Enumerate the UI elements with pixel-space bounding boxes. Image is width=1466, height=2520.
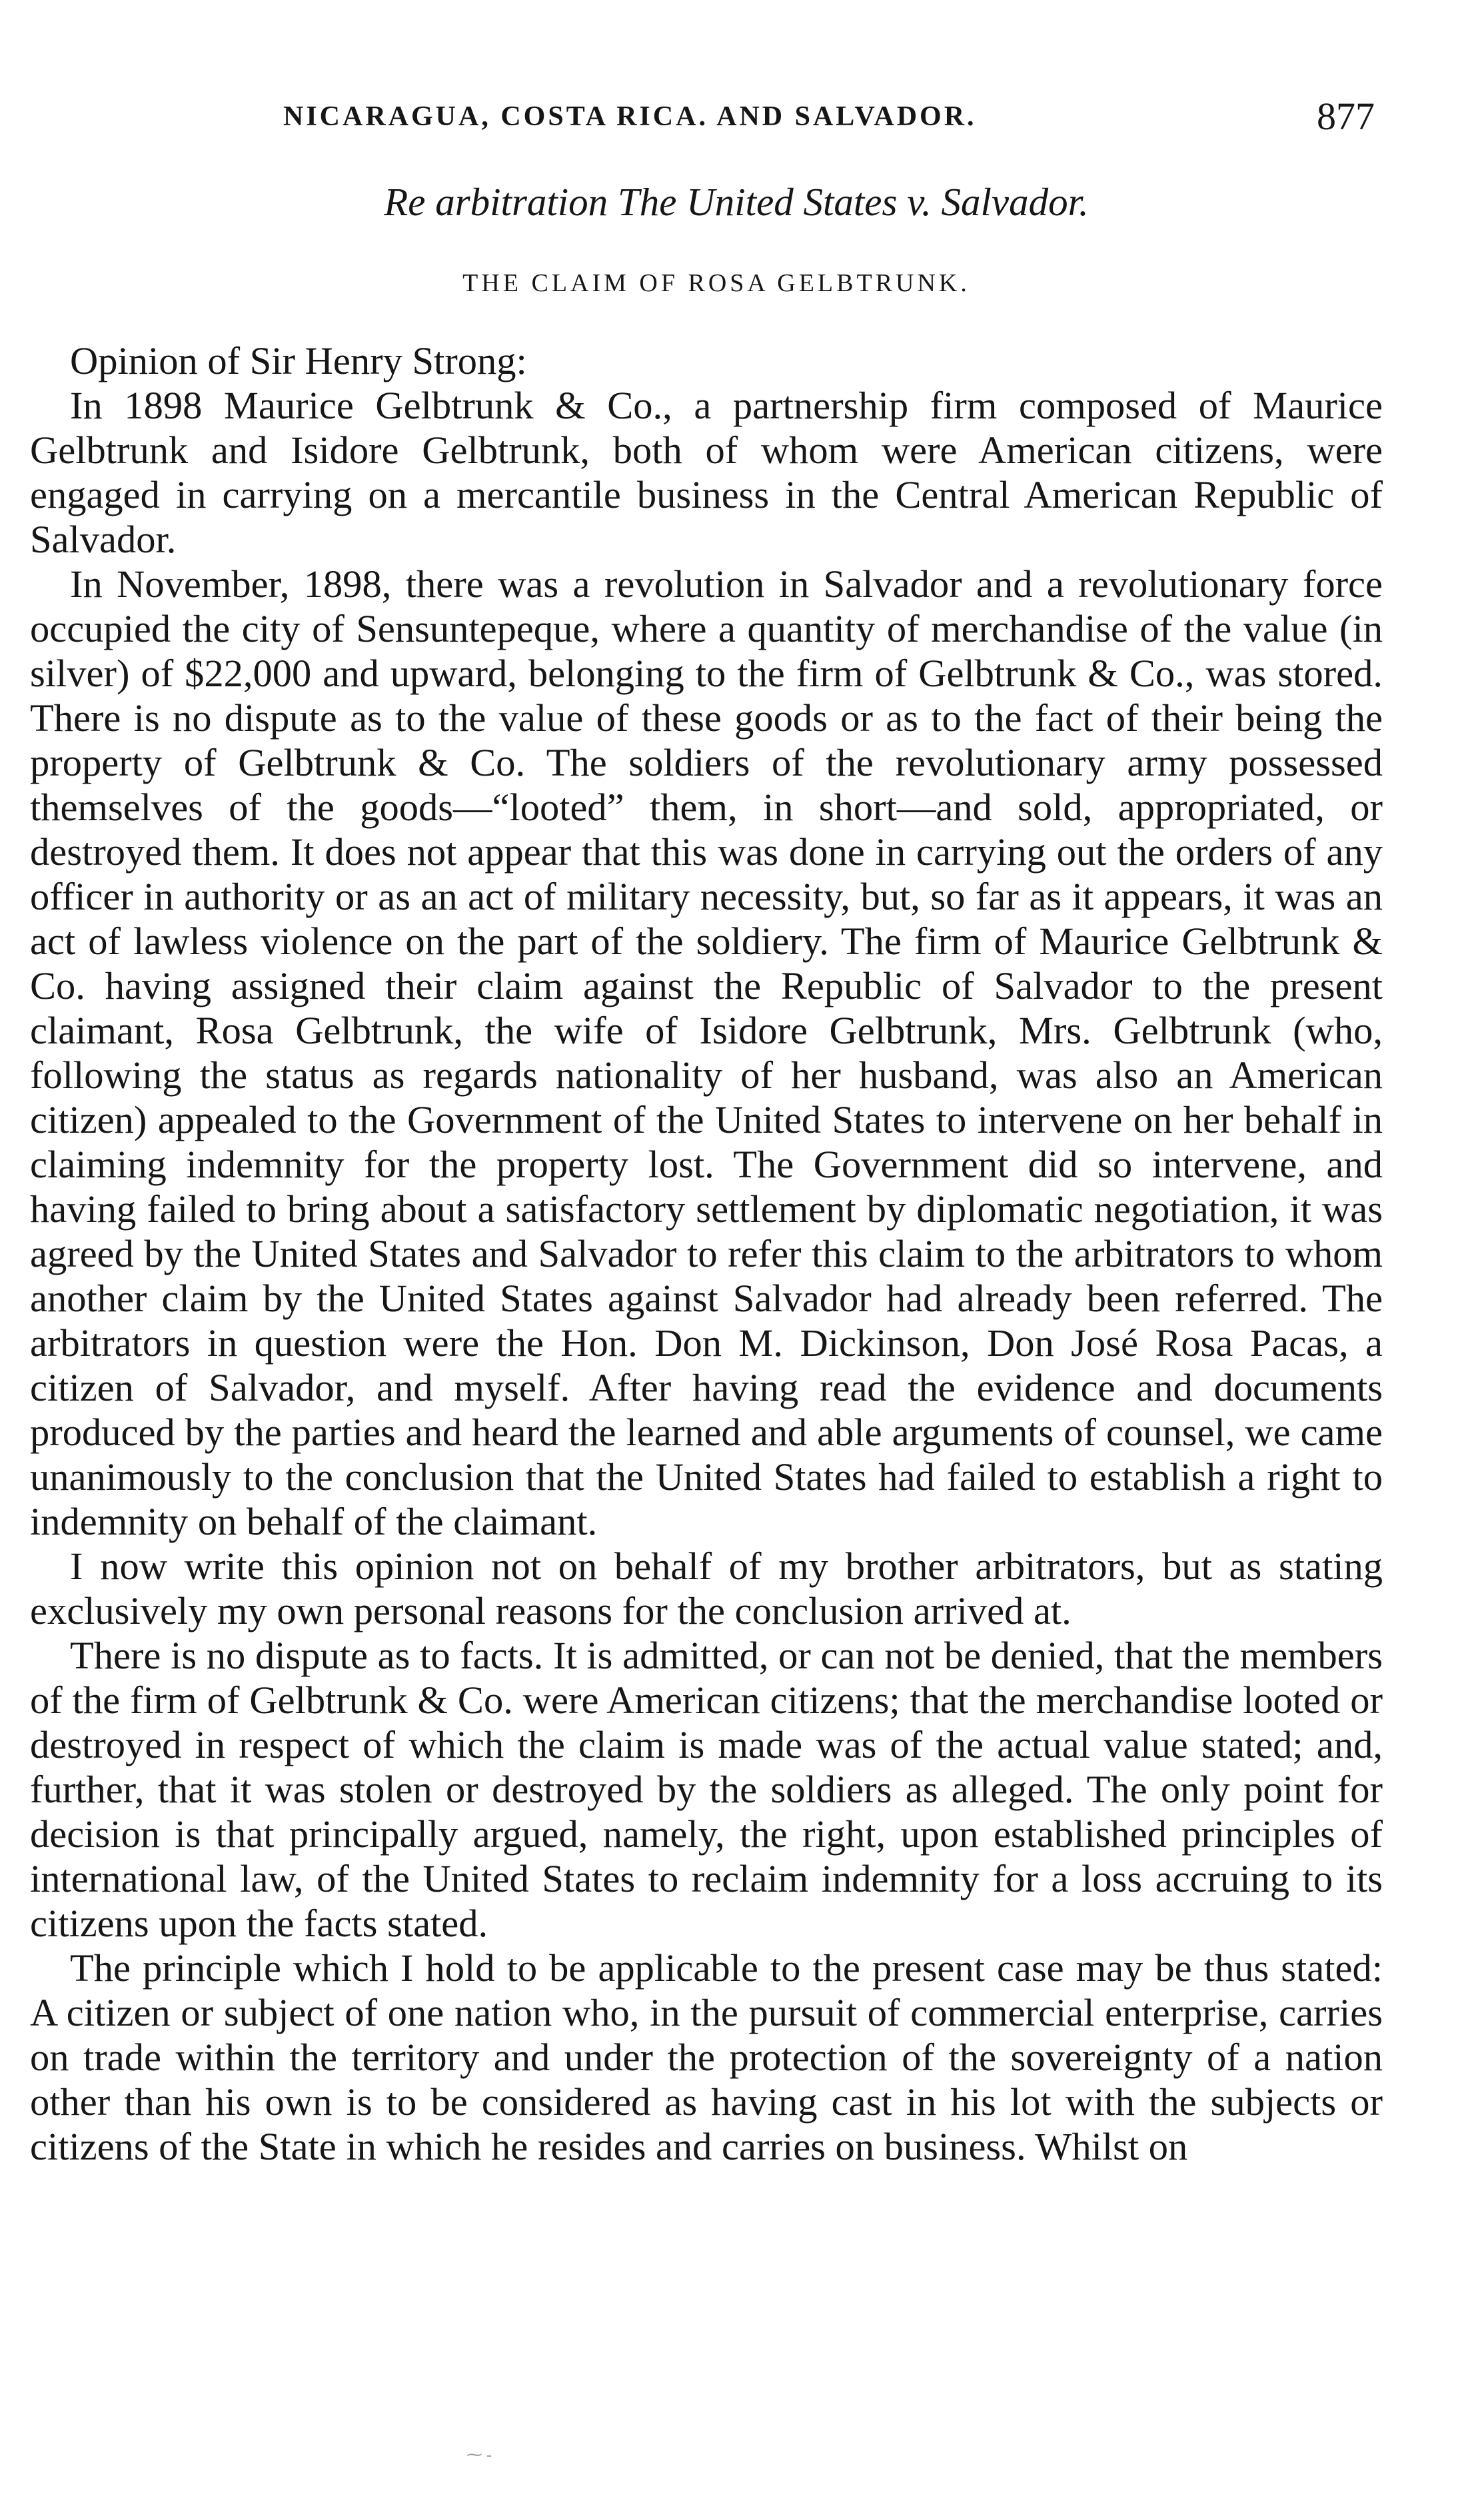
running-title: NICARAGUA, COSTA RICA. AND SALVADOR. <box>283 101 977 132</box>
claim-heading: THE CLAIM OF ROSA GELBTRUNK. <box>462 269 970 297</box>
opinion-body <box>30 338 1383 2169</box>
document-page <box>30 93 1383 2169</box>
running-header <box>30 93 1383 140</box>
case-subtitle: Re arbitration The United States v. Salvador. <box>384 180 1089 224</box>
footer-mark: ⁓ - <box>466 2447 492 2464</box>
opinion-intro-paragraph: Opinion of Sir Henry Strong: <box>70 339 527 382</box>
page-number: 877 <box>1317 95 1375 138</box>
body-paragraph: In November, 1898, there was a revolution in Salvador and a revolutionary force occupied the city of Sensuntepeque, where a quantity of merchandise of the value (in silver) of $22,000 and upward, belonging to the firm of Gelbtrunk & Co., was stored. There is no dispute as to the value of these goods or as to the fact of their being the property of Gelbtrunk & Co. The soldiers of the revolutionary army possessed themselves of the goods—“looted” them, in short—and sold, appropriated, or destroyed them. It does not appear that this was done in carrying out the orders of any officer in authority or as an act of military necessity, but, so far as it appears, it was an act of lawless violence on the part of the soldiery. The firm of Maurice Gelbtrunk & Co. having assigned their claim against the Republic of Salvador to the present claimant, Rosa Gelbtrunk, the wife of Isidore Gelbtrunk, Mrs. Gelbtrunk (who, following the status as regards nationality of her husband, was also an American citizen) appealed to the Government of the United States to intervene on her behalf in claiming indemnity for the property lost. The Government did so intervene, and having failed to bring about a satisfactory settlement by diplomatic negotiation, it was agreed by the United States and Salvador to refer this claim to the arbitrators to whom another claim by the United States against Salvador had already been referred. The arbitrators in question were the Hon. Don M. Dickinson, Don José Rosa Pacas, a citizen of Salvador, and myself. After having read the evidence and documents produced by the parties and heard the learned and able arguments of counsel, we came unanimously to the conclusion that the United States had failed to establish a right to indemnity on behalf of the claimant. <box>30 562 1383 1543</box>
body-paragraph: There is no dispute as to facts. It is admitted, or can not be denied, that the members of the firm of Gelbtrunk & Co. were American citizens; that the merchandise looted or destroyed in respect of which the claim is made was of the actual value stated; and, further, that it was stolen or destroyed by the soldiers as alleged. The only point for decision is that principally argued, namely, the right, upon established principles of international law, of the United States to reclaim indemnity for a loss accruing to its citizens upon the facts stated. <box>30 1634 1383 1945</box>
body-paragraph: The principle which I hold to be applicable to the present case may be thus stated: A citizen or subject of one nation who, in the pursuit of commercial enterprise, carries on trade within the territory and under the protection of the sovereignty of a nation other than his own is to be considered as having cast in his lot with the subjects or citizens of the State in which he resides and carries on business. Whilst on <box>30 1946 1383 2168</box>
body-paragraph: In 1898 Maurice Gelbtrunk & Co., a partnership firm composed of Maurice Gelbtrunk and Isidore Gelbtrunk, both of whom were American citizens, were engaged in carrying on a mercantile business in the Central American Republic of Salvador. <box>30 384 1383 561</box>
body-paragraph: I now write this opinion not on behalf of my brother arbitrators, but as stating exclusively my own personal reasons for the conclusion arrived at. <box>30 1545 1383 1632</box>
